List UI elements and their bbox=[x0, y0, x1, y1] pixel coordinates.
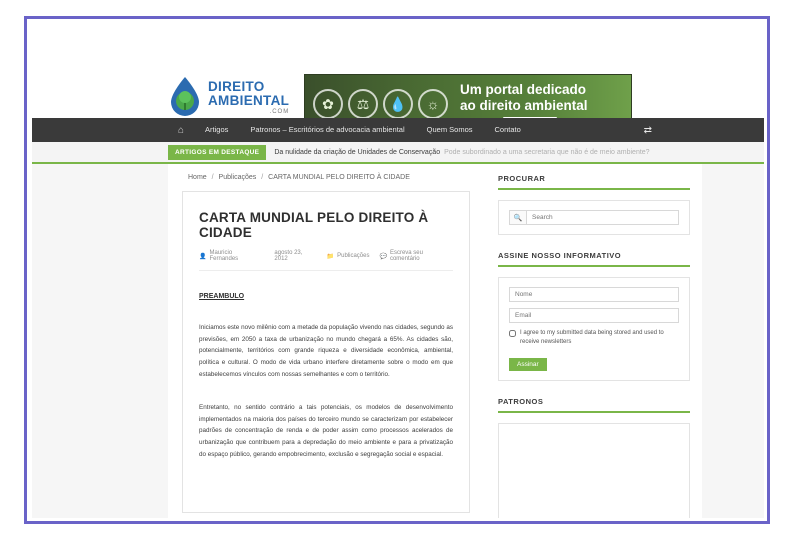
newsletter-box bbox=[498, 277, 690, 381]
article-date-label: agosto 23, 2012 bbox=[274, 250, 303, 262]
breadcrumb-item-publicacoes[interactable]: Publicações bbox=[218, 174, 257, 181]
widget-patronos-title: PATRONOS bbox=[498, 397, 690, 413]
search-icon[interactable]: 🔍 bbox=[509, 210, 526, 225]
newsletter-subscribe-button[interactable]: Assinar bbox=[509, 358, 547, 371]
breadcrumb-item-home[interactable]: Home bbox=[188, 174, 207, 181]
banner-icon-group bbox=[313, 89, 448, 119]
newsletter-consent-label: I agree to my submitted data being stored and used to receive newsletters bbox=[520, 330, 664, 345]
article-comment-link[interactable] bbox=[379, 250, 453, 262]
browser-frame bbox=[24, 16, 770, 524]
article-category[interactable] bbox=[327, 253, 370, 260]
site-header bbox=[32, 24, 764, 118]
nav-item-quem-somos[interactable]: Quem Somos bbox=[426, 125, 473, 134]
article-date bbox=[271, 250, 316, 262]
breadcrumb-separator-2: / bbox=[261, 174, 264, 181]
breadcrumb-item-current: CARTA MUNDIAL PELO DIREITO À CIDADE bbox=[268, 174, 410, 181]
banner-line-1: Um portal dedicado bbox=[460, 82, 587, 98]
nav-items bbox=[168, 118, 532, 142]
breadcrumb bbox=[182, 174, 470, 181]
folder-icon: 📁 bbox=[326, 253, 335, 260]
newsletter-name-field[interactable] bbox=[509, 287, 679, 302]
logo-line-3: .COM bbox=[269, 108, 290, 115]
search-input[interactable] bbox=[526, 210, 679, 225]
sidebar bbox=[484, 164, 702, 518]
page-title: CARTA MUNDIAL PELO DIREITO À CIDADE bbox=[199, 210, 429, 240]
main-column bbox=[168, 164, 484, 518]
article-meta bbox=[199, 250, 453, 271]
search-row bbox=[509, 210, 679, 225]
logo-wordmark bbox=[208, 80, 289, 115]
logo-line-1: DIREITO bbox=[208, 78, 265, 94]
article-card bbox=[182, 191, 470, 513]
newsletter-consent-checkbox[interactable] bbox=[509, 330, 516, 337]
featured-headline[interactable]: Da nulidade da criação de Unidades de Conservação bbox=[274, 148, 441, 156]
widget-patronos bbox=[498, 397, 690, 518]
user-icon: 👤 bbox=[199, 253, 207, 260]
widget-newsletter bbox=[498, 251, 690, 381]
article-author[interactable] bbox=[199, 250, 261, 262]
water-drop-icon: 💧 bbox=[383, 89, 413, 119]
banner-line-2: ao direito ambiental bbox=[460, 97, 588, 113]
main-navigation bbox=[32, 118, 764, 142]
content-area bbox=[32, 164, 764, 518]
patronos-box bbox=[498, 423, 690, 518]
comment-icon: 💬 bbox=[379, 253, 387, 260]
sun-icon: ☼ bbox=[418, 89, 448, 119]
article-section-heading: PREAMBULO bbox=[199, 293, 245, 300]
search-box bbox=[498, 200, 690, 235]
breadcrumb-separator-1: / bbox=[211, 174, 214, 181]
article-comment-label: Escreva seu comentário bbox=[389, 250, 423, 262]
widget-newsletter-title: ASSINE NOSSO INFORMATIVO bbox=[498, 251, 690, 267]
newsletter-consent-row[interactable] bbox=[509, 329, 679, 346]
featured-bar bbox=[32, 142, 764, 164]
page-viewport bbox=[32, 24, 764, 518]
home-icon[interactable]: ⌂ bbox=[178, 124, 185, 136]
water-drop-tree-logo-icon bbox=[168, 76, 202, 118]
featured-tag: ARTIGOS EM DESTAQUE bbox=[168, 145, 266, 160]
newsletter-email-field[interactable] bbox=[509, 308, 679, 323]
scales-icon: ⚖ bbox=[348, 89, 378, 119]
article-paragraph-1: Iniciamos este novo milênio com a metade da população vivendo nas cidades, segundo as previsões, em 2050 a taxa de urbanização no mundo chegará a 65%. As cidades são, potencialmente, territórios com grande riqueza e diversidade econômica, ambiental, política e cultural. O modo de vida urbano interfere diretamente sobre o modo em que estabelecemos vínculos com nossas semelhantes e com o território. bbox=[199, 324, 453, 378]
leaf-icon: ✿ bbox=[313, 89, 343, 119]
featured-headline-next[interactable]: Pode subordinado a uma secretaria que não é de meio ambiente? bbox=[444, 148, 650, 156]
widget-search-title: PROCURAR bbox=[498, 174, 690, 190]
nav-item-contato[interactable]: Contato bbox=[494, 125, 521, 134]
nav-item-artigos[interactable]: Artigos bbox=[205, 125, 229, 134]
article-paragraph-2: Entretanto, no sentido contrário a tais potenciais, os modelos de desenvolvimento implementados na maioria dos países do terceiro mundo se caracterizam por estabelecer padrões de concentração de renda e de poder assim como processos acelerados de urbanização que contribuem para a depredação do meio ambiente e para a privatização do espaço público, gerando empobrecimento, exclusão e segregação social e espacial. bbox=[199, 404, 453, 458]
widget-search bbox=[498, 174, 690, 235]
logo-line-2: AMBIENTAL bbox=[208, 93, 290, 108]
shuffle-icon[interactable]: ⇄ bbox=[643, 124, 652, 136]
article-author-label: Mauricio Fernandes bbox=[209, 250, 239, 262]
nav-item-patronos[interactable]: Patronos – Escritórios de advocacia ambiental bbox=[250, 125, 405, 134]
site-logo[interactable] bbox=[168, 76, 289, 118]
article-category-label: Publicações bbox=[337, 253, 370, 259]
